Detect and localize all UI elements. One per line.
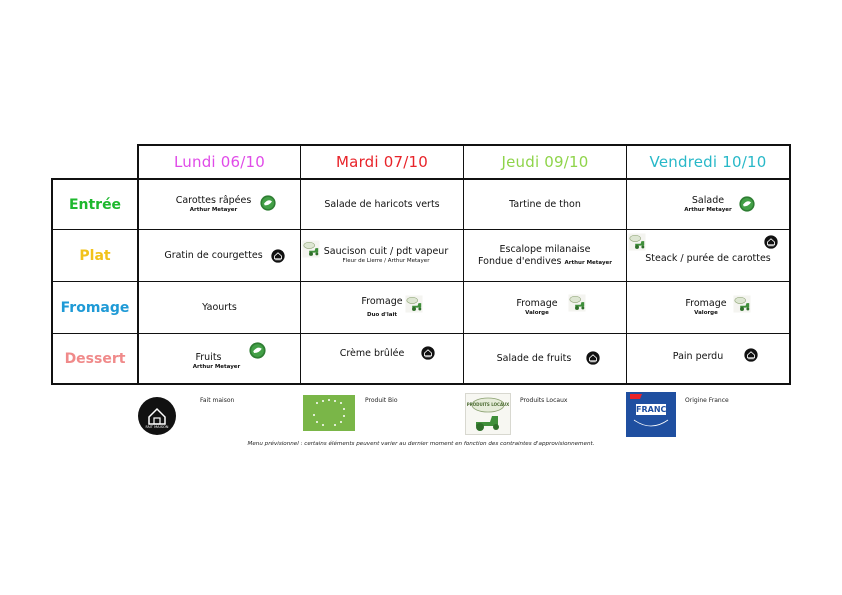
day-header-vendredi <box>627 146 789 178</box>
dish-name: Saucison cuit / pdt vapeur <box>323 246 449 257</box>
day-header-jeudi <box>464 146 626 178</box>
legend-label-france: Origine France <box>685 397 729 404</box>
course-plat <box>53 230 137 281</box>
local-product-icon <box>405 295 423 313</box>
fait-maison-icon <box>271 249 285 263</box>
dish-name: Escalope milanaise <box>499 243 591 255</box>
day-header-mardi <box>301 146 463 178</box>
dish-name: Fromage <box>361 296 403 307</box>
dish-name: Tartine de thon <box>509 198 581 210</box>
menu-cell <box>139 230 300 281</box>
dish-supplier: Arthur Metayer <box>684 207 732 213</box>
france-flag-icon <box>626 392 676 437</box>
menu-cell <box>464 282 626 333</box>
menu-cell <box>627 334 789 383</box>
dish-name: Fromage <box>516 298 558 309</box>
menu-cell <box>464 180 626 229</box>
dish-supplier: Arthur Metayer <box>192 364 241 370</box>
fait-maison-icon <box>586 351 600 365</box>
dish-supplier: Valorge <box>525 310 549 316</box>
disclaimer-note: Menu prévisionnel : certains éléments peuvent varier au dernier moment en fonction des contraintes d'approvisionnement. <box>247 441 595 447</box>
bio-logo <box>303 395 355 431</box>
menu-cell <box>139 180 300 229</box>
menu-cell <box>464 334 626 383</box>
day-label: Mardi 07/10 <box>336 153 428 171</box>
dish-name: Yaourts <box>202 301 237 313</box>
dish-name: Salade de fruits <box>496 352 572 364</box>
dish-name: Fruits <box>195 352 222 363</box>
menu-cell <box>464 230 626 281</box>
bio-icon <box>260 195 276 211</box>
dish-name: Fromage <box>685 298 727 309</box>
fait-maison-logo-text: FAIT MAISON <box>145 425 169 429</box>
legend-label-local: Produits Locaux <box>520 397 568 404</box>
france-logo-text: FRANCE <box>636 405 672 414</box>
menu-cell <box>139 282 300 333</box>
menu-cell <box>627 282 789 333</box>
house-icon <box>138 397 176 435</box>
grid-line <box>789 144 791 385</box>
course-label: Fromage <box>60 299 130 316</box>
tractor-icon <box>466 394 510 434</box>
dish-name-2 <box>478 256 612 268</box>
dish-supplier: Fleur de Lierre / Arthur Metayer <box>342 258 430 264</box>
legend-label-bio: Produit Bio <box>365 397 398 404</box>
course-fromage <box>53 282 137 333</box>
day-label: Vendredi 10/10 <box>649 153 767 171</box>
menu-cell <box>301 180 463 229</box>
dish-supplier: Arthur Metayer <box>564 259 612 266</box>
menu-cell <box>627 230 789 281</box>
fait-maison-logo <box>138 397 176 435</box>
menu-cell <box>301 230 463 281</box>
fait-maison-icon <box>744 348 758 362</box>
fait-maison-icon <box>421 346 435 360</box>
local-product-icon <box>733 295 751 313</box>
bio-icon <box>249 342 266 359</box>
dish-supplier: Duo d'lait <box>367 312 397 318</box>
grid-line <box>51 383 791 385</box>
dish-supplier: Arthur Metayer <box>189 207 238 213</box>
origine-france-logo <box>626 392 676 437</box>
bio-icon <box>739 196 755 212</box>
menu-cell <box>301 282 463 333</box>
menu-cell <box>301 334 463 383</box>
local-product-icon <box>568 294 586 312</box>
day-label: Lundi 06/10 <box>174 153 265 171</box>
day-header-lundi <box>139 146 300 178</box>
dish-name: Crème brûlée <box>339 347 405 359</box>
dish-name: Salade <box>691 195 725 206</box>
dish-name-line2: Fondue d'endives <box>478 255 562 267</box>
menu-cell <box>139 334 300 383</box>
dish-supplier: Valorge <box>694 310 718 316</box>
menu-cell <box>627 180 789 229</box>
fait-maison-icon <box>764 235 778 249</box>
local-product-icon <box>302 240 320 258</box>
dish-name: Gratin de courgettes <box>164 249 263 261</box>
local-logo <box>465 393 511 435</box>
dish-name: Carottes râpées <box>175 195 252 206</box>
dish-name: Salade de haricots verts <box>324 198 440 210</box>
course-entree <box>53 180 137 229</box>
course-label: Dessert <box>64 350 126 367</box>
dish-name: Pain perdu <box>672 350 724 362</box>
course-label: Plat <box>79 247 111 264</box>
course-label: Entrée <box>68 196 122 213</box>
day-label: Jeudi 09/10 <box>501 153 589 171</box>
course-dessert <box>53 334 137 383</box>
local-logo-text: PRODUITS LOCAUX <box>466 402 510 407</box>
dish-name: Steack / purée de carottes <box>645 252 771 264</box>
legend-label-fait-maison: Fait maison <box>200 397 235 404</box>
local-product-icon <box>628 233 646 251</box>
eu-organic-leaf-icon <box>303 395 355 431</box>
